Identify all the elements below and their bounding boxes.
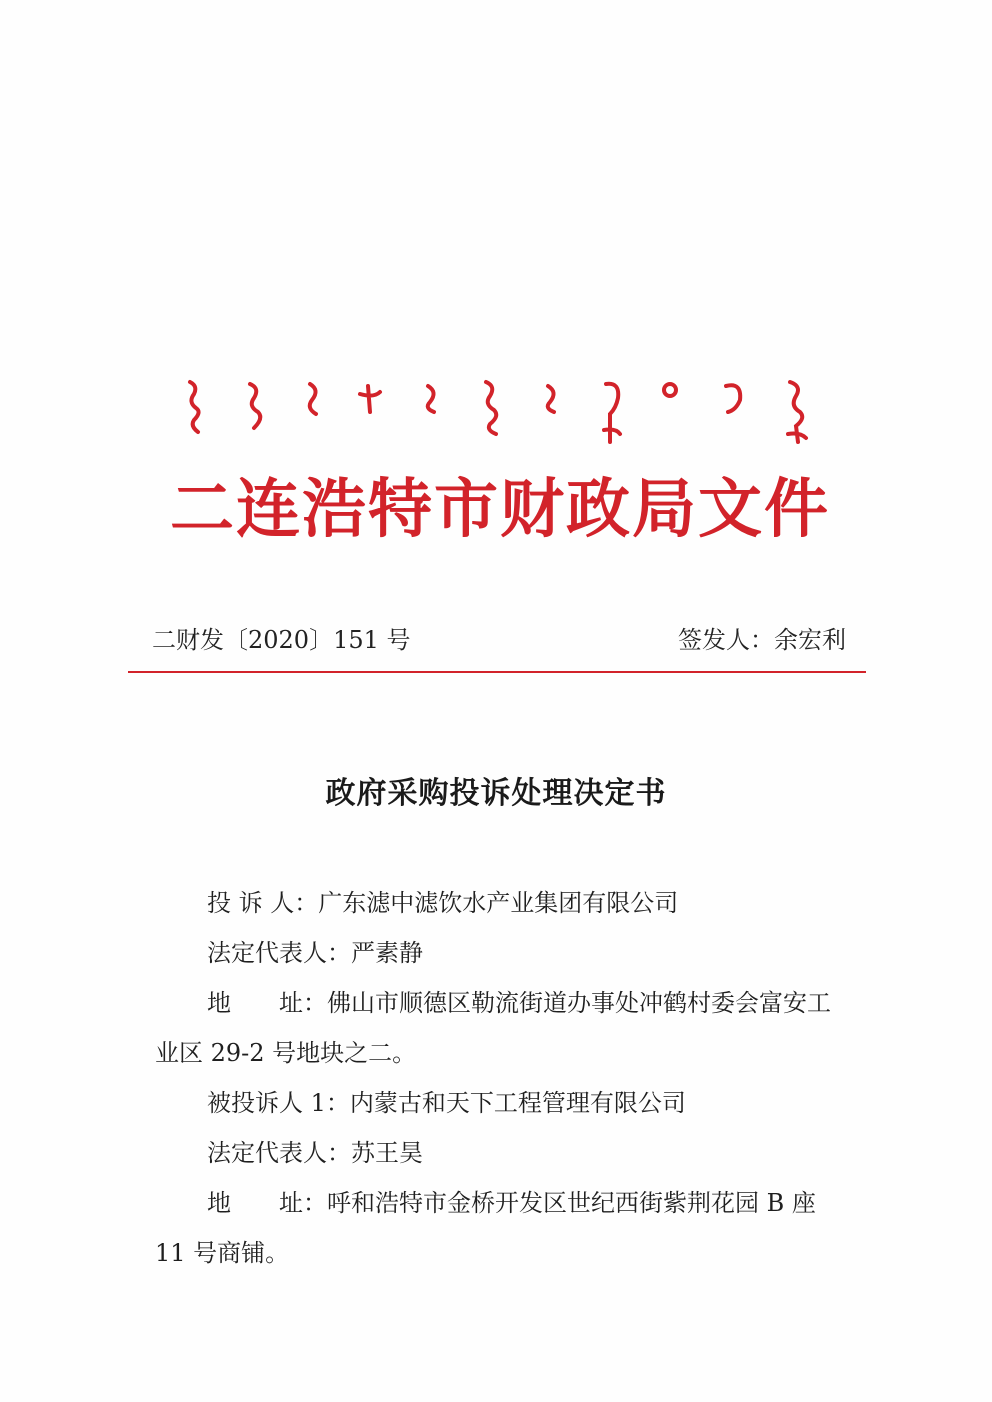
document-title: 政府采购投诉处理决定书 (325, 776, 667, 811)
mongolian-script-header (170, 372, 830, 452)
field-value: 苏王昊 (351, 1139, 423, 1167)
field-label: 地 址： (207, 1189, 327, 1217)
address-line (155, 1178, 840, 1278)
field-label: 法定代表人： (207, 1139, 351, 1167)
legal-representative-line (155, 928, 840, 978)
red-divider (128, 671, 866, 673)
address-line (155, 978, 840, 1078)
field-label: 地 址： (207, 989, 327, 1017)
document-number: 二财发〔2020〕151 号 (152, 626, 411, 654)
field-value: 严素静 (351, 939, 423, 967)
field-value: 佛山市顺德区勒流街道办事处冲鹤村委会富安工业区 29-2 号地块之二。 (155, 989, 831, 1067)
field-value: 广东滤中滤饮水产业集团有限公司 (318, 889, 679, 917)
issuer-signature: 签发人：余宏利 (678, 626, 846, 654)
legal-representative-line (155, 1128, 840, 1178)
field-value: 内蒙古和天下工程管理有限公司 (349, 1089, 686, 1117)
complainant-line (155, 878, 840, 928)
document-body (155, 878, 840, 1278)
document-meta-row (152, 620, 846, 660)
field-label: 被投诉人 1： (207, 1089, 350, 1117)
agency-letterhead-title: 二连浩特市财政局文件 (170, 473, 830, 547)
field-label: 法定代表人： (207, 939, 351, 967)
mongolian-script-icon (170, 372, 830, 452)
respondent-line (155, 1078, 840, 1128)
field-value: 呼和浩特市金桥开发区世纪西街紫荆花园 B 座 11 号商铺。 (155, 1189, 816, 1267)
field-label: 投 诉 人： (207, 889, 319, 917)
